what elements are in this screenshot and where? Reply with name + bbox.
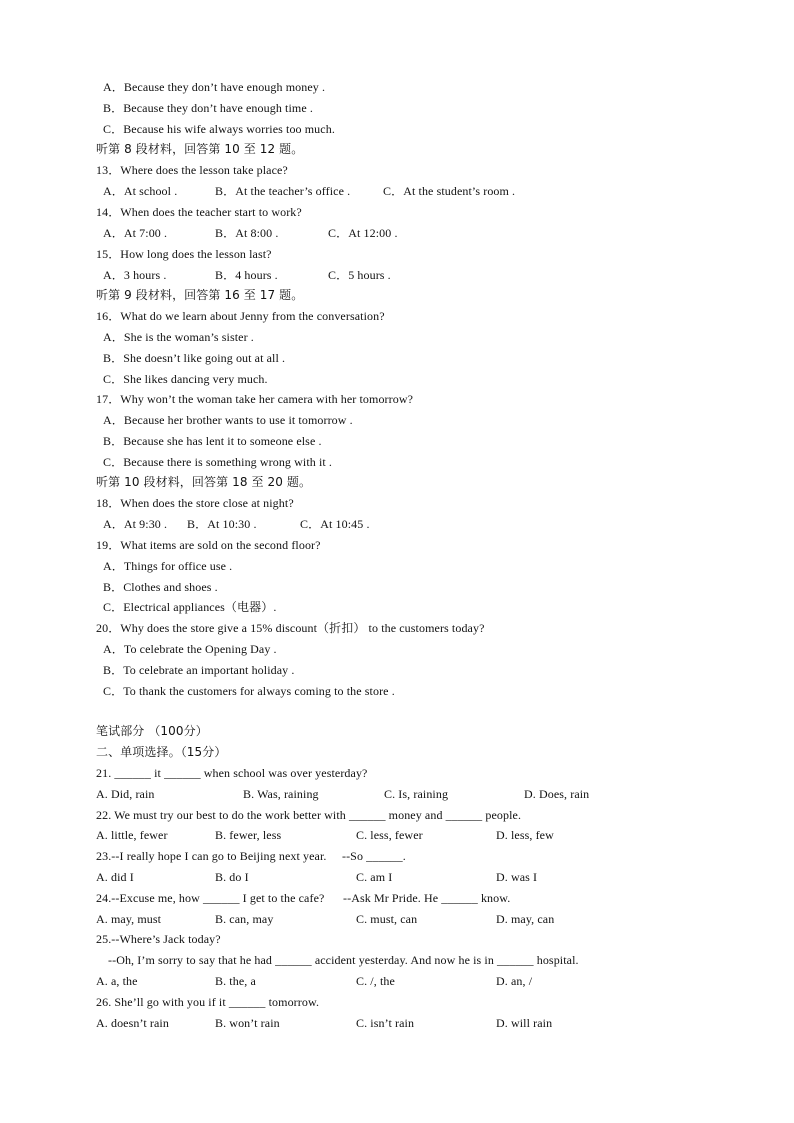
q22-option-b: B. fewer, less [215, 828, 282, 842]
q14-option-c: C．At 12:00 . [328, 226, 398, 240]
q23-option-c: C. am I [356, 870, 393, 884]
written-heading: 笔试部分 （100分） [96, 724, 208, 738]
q15-stem: 15．How long does the lesson last? [96, 247, 272, 261]
q19-stem: 19．What items are sold on the second floor? [96, 538, 321, 552]
q16-stem: 16．What do we learn about Jenny from the conversation? [96, 309, 385, 323]
q17-option-a: A．Because her brother wants to use it tomorrow . [103, 413, 353, 427]
q23-option-d: D. was I [496, 870, 538, 884]
section-10-instruction: 听第 10 段材料，回答第 18 至 20 题。 [96, 475, 312, 489]
q24-option-a: A. may, must [96, 912, 162, 926]
q20-option-c: C．To thank the customers for always coming to the store . [103, 684, 395, 698]
q17-stem: 17．Why won’t the woman take her camera with her tomorrow? [96, 392, 414, 406]
q16-option-c: C．She likes dancing very much. [103, 372, 268, 386]
q24-stem: 24.--Excuse me, how ______ I get to the cafe? --Ask Mr Pride. He ______ know. [96, 891, 511, 905]
q16-option-a: A．She is the woman’s sister . [103, 330, 254, 344]
q13-option-a: A．At school . [103, 184, 178, 198]
q18-option-c: C．At 10:45 . [300, 517, 370, 531]
q19-option-b: B．Clothes and shoes . [103, 580, 218, 594]
q21-stem: 21. ______ it ______ when school was over yesterday? [96, 766, 368, 780]
q26-stem: 26. She’ll go with you if it ______ tomorrow. [96, 995, 320, 1009]
q20-option-b: B．To celebrate an important holiday . [103, 663, 295, 677]
q26-option-c: C. isn’t rain [356, 1016, 415, 1030]
q26-option-d: D. will rain [496, 1016, 553, 1030]
q14-option-a: A．At 7:00 . [103, 226, 168, 240]
q20-option-a: A．To celebrate the Opening Day . [103, 642, 277, 656]
q25-option-a: A. a, the [96, 974, 138, 988]
q12-option-a: A．Because they don’t have enough money . [103, 80, 326, 94]
q17-option-b: B．Because she has lent it to someone else . [103, 434, 322, 448]
q22-option-a: A. little, fewer [96, 828, 168, 842]
q19-option-a: A．Things for office use . [103, 559, 233, 573]
q22-option-c: C. less, fewer [356, 828, 423, 842]
q21-option-a: A. Did, rain [96, 787, 155, 801]
q25-option-c: C. /, the [356, 974, 395, 988]
section-2-title: 二、单项选择。（15分） [96, 745, 227, 759]
q21-option-d: D. Does, rain [524, 787, 590, 801]
q15-option-a: A．3 hours . [103, 268, 167, 282]
q13-stem: 13．Where does the lesson take place? [96, 163, 288, 177]
q13-option-b: B．At the teacher’s office . [215, 184, 351, 198]
q16-option-b: B．She doesn’t like going out at all . [103, 351, 286, 365]
q21-option-b: B. Was, raining [243, 787, 319, 801]
q25-stem-reply: --Oh, I’m sorry to say that he had ______ accident yesterday. And now he is in ______ hospital. [108, 953, 579, 967]
q22-option-d: D. less, few [496, 828, 554, 842]
section-9-instruction: 听第 9 段材料，回答第 16 至 17 题。 [96, 288, 304, 302]
q18-option-b: B．At 10:30 . [187, 517, 257, 531]
q18-option-a: A．At 9:30 . [103, 517, 168, 531]
q20-stem: 20．Why does the store give a 15% discount（折扣） to the customers today? [96, 621, 485, 635]
q17-option-c: C．Because there is something wrong with it . [103, 455, 333, 469]
q23-stem: 23.--I really hope I can go to Beijing next year. --So ______. [96, 849, 406, 863]
q19-option-c: C．Electrical appliances（电器）. [103, 600, 277, 614]
q18-stem: 18．When does the store close at night? [96, 496, 294, 510]
q24-option-d: D. may, can [496, 912, 555, 926]
q12-option-b: B．Because they don’t have enough time . [103, 101, 313, 115]
q25-stem: 25.--Where’s Jack today? [96, 932, 221, 946]
q23-option-a: A. did I [96, 870, 134, 884]
section-8-instruction: 听第 8 段材料，回答第 10 至 12 题。 [96, 142, 304, 156]
q26-option-a: A. doesn’t rain [96, 1016, 169, 1030]
q15-option-b: B．4 hours . [215, 268, 278, 282]
q14-option-b: B．At 8:00 . [215, 226, 279, 240]
q22-stem: 22. We must try our best to do the work better with ______ money and ______ people. [96, 808, 522, 822]
q15-option-c: C．5 hours . [328, 268, 391, 282]
q21-option-c: C. Is, raining [384, 787, 449, 801]
q24-option-c: C. must, can [356, 912, 418, 926]
q12-option-c: C．Because his wife always worries too much. [103, 122, 335, 136]
q26-option-b: B. won’t rain [215, 1016, 280, 1030]
q25-option-b: B. the, a [215, 974, 256, 988]
q23-option-b: B. do I [215, 870, 249, 884]
q13-option-c: C．At the student’s room . [383, 184, 516, 198]
q24-option-b: B. can, may [215, 912, 274, 926]
q14-stem: 14．When does the teacher start to work? [96, 205, 302, 219]
q25-option-d: D. an, / [496, 974, 533, 988]
